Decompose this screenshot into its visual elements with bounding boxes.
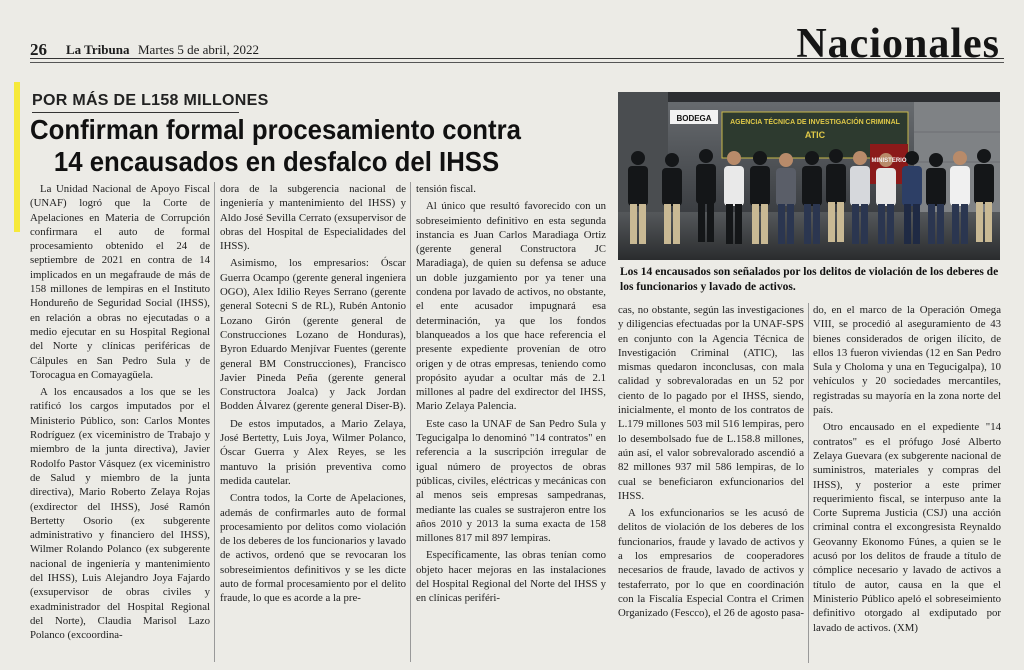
page-number: 26 xyxy=(30,40,47,59)
paragraph: cas, no obstante, según las investigaciones y diligencias efectuadas por la UNAF-SPS en conjunto con la Agencia Técnica de Investigación Criminal (ATIC), las mismas quedaron inconclusas, con mala calidad y sobrevaloradas en un 52 por ciento de lo pagado por el IHSS, siendo, inicialmente, el monto de los contratos de L.179 millones 503 mil 516 lempiras, pero lo desembolsado fue de L.158.8 millones, aún así, el valor sobrevalorado ascendió a 82 millones 937 mil 586 lempiras, de lo cual se beneficiaron exfuncionarios del IHSS. xyxy=(618,304,804,502)
article-photo xyxy=(618,92,1000,260)
publication-date: Martes 5 de abril, 2022 xyxy=(138,42,259,57)
photo-illustration xyxy=(618,92,1000,260)
article-headline xyxy=(30,114,573,178)
paragraph: Asimismo, los empresarios: Óscar Guerra Ocampo (gerente general ingeniera OGO), Alex Idilio Reyes Serrano (gerente general Sotecni S de RL), Rubén Antonio Lozano Girón (gerente general de Construcciones Lozano de Honduras), Byron Eduardo Menjívar Fuentes (gerente general BM Construcciones), Francisco Javier Pineda Peña (gerente general Constructora Joalca) y Jack Jordan Bodden Álvarez (gerente general Diser-B). xyxy=(220,257,406,413)
column-divider xyxy=(808,303,809,663)
paragraph: dora de la subgerencia nacional de ingeniería y mantenimiento del IHSS) y Aldo José Sevilla Cerrato (exsupervisor de obras del Hospital de Especialidades del IHSS). xyxy=(220,183,406,253)
paragraph: Este caso la UNAF de San Pedro Sula y Tegucigalpa lo denominó "14 contratos" en referencia a la suscripción irregular de igual número de proyectos de obras públicas, civiles, eléctricas y mecánicas con al menos seis empresas sampedranas, mediante las cuales se sustrajeron entre los años 2010 y 2013 la suma exacta de 158 millones 817 mil 897 lempiras. xyxy=(416,417,606,545)
paragraph: La Unidad Nacional de Apoyo Fiscal (UNAF) logró que la Corte de Apelaciones en Materia de Corrupción confirmara el auto de formal procesamiento obtenido el 24 de septiembre de 2021 en contra de 14 implicados en un megafraude de más de 158 millones de lempiras en el Instituto Hondureño de Seguridad Social (IHSS), en relación a obras no ejecutadas o a medio ejecutar en su Hospital Regional del Norte y clínicas periféricas de Cálpules en San Pedro Sula y de Torocagua en Comayagüela. xyxy=(30,183,210,381)
article-column-4 xyxy=(618,303,804,621)
paragraph: tensión fiscal. xyxy=(416,183,476,195)
paragraph: Otro encausado en el expediente "14 contratos" es el prófugo José Alberto Zelaya Guevara (ex subgerente nacional de suministros, materiales y compras del IHSS), y posterior a este primer requerimiento fiscal, se interpuso ante la Corte Suprema Justicia (CSJ) una acción criminal contra el excongresista Reynaldo Geovanny Ekonomo Fúnes, a quien se le acusó por los delitos de fraude a título de cómplice necesario y lavado de activos a título de autor, causa en la que el Ministerio Público apeló el sobreseimiento definitivo otorgado al exdiputado por lavado de activos. (XM) xyxy=(813,421,1001,634)
paragraph: Al único que resultó favorecido con un sobreseimiento definitivo en esta segunda instancia es Juan Carlos Maradiaga Ortiz (gerente general Constructora JC Maradiaga), de quien su defensa se aduce un doble juzgamiento por ya tener una condena por lavado de activos, no obstante, el ente acusador impugnará esa determinación, ya que los fondos blanqueados a los que hace referencia el presente expediente provenían de otro origen y de otras empresas, teniendo como propósito ayudar a ocultar más de 2.1 millones al padre del exdirector del IHSS, Mario Zelaya Palencia. xyxy=(416,200,606,413)
article-column-2 xyxy=(220,182,406,606)
column-divider xyxy=(214,182,215,662)
headline-line-2: 14 encausados en desfalco del IHSS xyxy=(53,146,500,177)
header-rule xyxy=(30,58,1004,59)
highlighter-mark xyxy=(14,82,20,232)
page-header xyxy=(30,21,1004,86)
photo-sign-ministry: MINISTERIO xyxy=(871,158,907,164)
headline-line-1: Confirman formal procesamiento contra xyxy=(30,114,521,145)
photo-caption: Los 14 encausados son señalados por los delitos de violación de los deberes de los funcionarios y lavado de activos. xyxy=(620,266,999,293)
paragraph: Contra todos, la Corte de Apelaciones, además de confirmarles auto de formal procesamiento por delitos como violación de los deberes de los funcionarios y lavado de activos, ordenó que se revocaran los sobreseimientos definitivos y se les dicte auto de formal procesamiento por el delito fraude, lo que es acorde a la pre- xyxy=(220,492,406,605)
article-column-5 xyxy=(813,303,1001,635)
header-rule-thin xyxy=(30,62,1004,63)
paragraph: A los encausados a los que se les ratificó los cargos imputados por el Ministerio Público, son: Carlos Montes Rodríguez (ex viceministro de Trabajo y miembro de la junta directiva), Javier Rodolfo Pastor Vásquez (ex viceministro de Salud y miembro de la junta directiva), Mario Roberto Zelaya Rojas (exdirector del IHSS), José Ramón Bertetty Osorio (ex subgerente administrativo y financiero del IHSS), Wilmer Rolando Polanco (ex subgerente nacional de ingeniería y mantenimiento del IHSS), Luis Alejandro Joya Fajardo (exsupervisor de obras civiles y exadministrador del Hospital Regional del Norte), Claudia Marisol Lazo Polanco (excoordina- xyxy=(30,386,210,642)
paragraph: Específicamente, las obras tenían como objeto hacer mejoras en las instalaciones del Hospital Regional del Norte del IHSS y en clínicas periféri- xyxy=(416,549,606,605)
photo-sign-agency: AGENCIA TÉCNICA DE INVESTIGACIÓN CRIMINAL xyxy=(730,119,900,126)
column-divider xyxy=(410,182,411,662)
article-kicker: POR MÁS DE L158 MILLONES xyxy=(32,92,269,109)
article-column-1 xyxy=(30,182,210,643)
photo-sign-acronym: ATIC xyxy=(804,130,826,140)
newspaper-name: La Tribuna xyxy=(66,42,130,57)
paragraph: A los exfuncionarios se les acusó de delitos de violación de los deberes de los funcionarios, fraude y lavado de activos y a los empresarios de cooperadores necesarios de fraude, lavado de activos y testaferrato, por lo que en coordinación con la Fiscalía Especial Contra el Crimen Organizado (Fescco), el 26 de agosto pasa- xyxy=(618,507,804,620)
paragraph: do, en el marco de la Operación Omega VIII, se procedió al aseguramiento de 43 bienes considerados de origen ilícito, de ellos 13 fueron viviendas (12 en San Pedro Sula y Choloma y una en Tegucigalpa), 10 vehículos y 20 sociedades mercantiles, registradas su mayoría en la zona norte del país. xyxy=(813,304,1001,417)
paragraph: De estos imputados, a Mario Zelaya, José Bertetty, Luis Joya, Wilmer Polanco, Óscar Guerra y Alex Reyes, se les mantuvo la prisión preventiva como medida cautelar. xyxy=(220,417,406,487)
kicker-underline xyxy=(32,112,239,113)
article-column-3 xyxy=(416,182,606,606)
photo-sign-bodega: BODEGA xyxy=(676,114,712,123)
section-title: Nacionales xyxy=(796,21,1000,67)
